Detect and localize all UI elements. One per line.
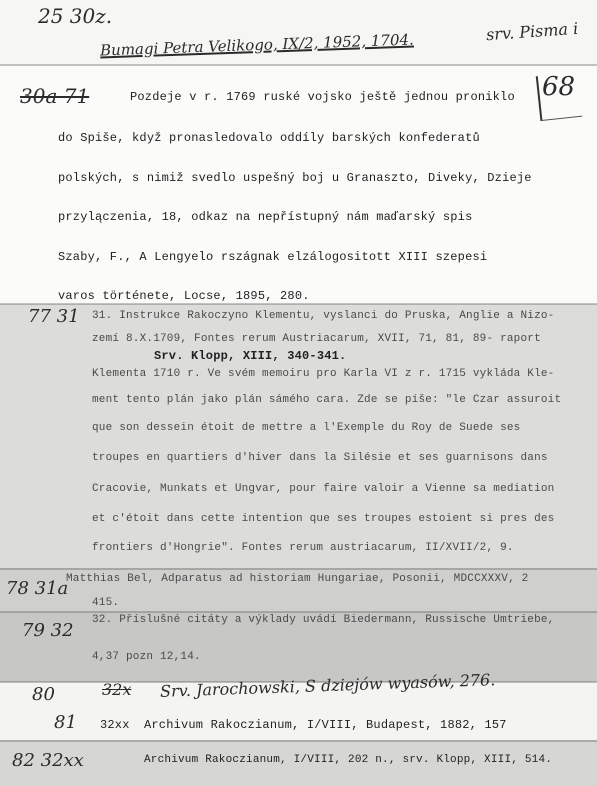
- text-line: 32. Příslušné citáty a výklady uvádí Biedermann, Russische Umtriebe,: [92, 614, 555, 626]
- text-line: Archivum Rakoczianum, I/VIII, 202 n., srv. Klopp, XIII, 514.: [144, 754, 553, 766]
- strip-edge: [0, 568, 597, 570]
- handwritten-reference: Srv. Jarochowski, S dziejów wyasów, 276.: [159, 670, 496, 701]
- text-line: 4,37 pozn 12,14.: [92, 651, 201, 663]
- insert-reference: Srv. Klopp, XIII, 340-341.: [154, 349, 347, 363]
- text-line: do Spiše, když pronasledovalo oddíly barských konfederatů: [58, 131, 480, 145]
- strip-edge: [0, 611, 597, 613]
- margin-number: 32xx: [100, 718, 130, 732]
- strip-edge: [0, 303, 597, 305]
- text-line: zemí 8.X.1709, Fontes rerum Austriacarum, XVII, 71, 81, 89- raport: [92, 333, 541, 345]
- text-line: Archivum Rakoczianum, I/VIII, Budapest, 1882, 157: [144, 718, 507, 732]
- text-line: et c'étoit dans cette intention que ses troupes estoient si pres des: [92, 513, 555, 525]
- text-line: 415.: [92, 597, 120, 609]
- strip-edge: [0, 64, 597, 66]
- text-line: varos története, Locse, 1895, 280.: [58, 289, 310, 303]
- text-line: que son dessein étoit de mettre a l'Exemple du Roy de Suede ses: [92, 422, 521, 434]
- margin-number: 32x: [102, 680, 132, 699]
- text-line: polských, s nimiž svedlo uspešný boj u Granaszto, Diveky, Dzieje: [58, 171, 532, 185]
- text-line: przylączenia, 18, odkaz na nepřístupný nám maďarský spis: [58, 210, 473, 224]
- margin-number: 77 31: [28, 306, 80, 327]
- text-line: Cracovie, Munkats et Ungvar, pour faire valoir a Vienne sa mediation: [92, 483, 555, 495]
- margin-number-68: 68: [542, 72, 576, 102]
- text-line: 31. Instrukce Rakoczyno Klementu, vyslanci do Pruska, Anglie a Nizo-: [92, 310, 555, 322]
- margin-number: 81: [54, 712, 77, 733]
- margin-number: 30a 71: [20, 84, 90, 108]
- handwritten-title: Bumagi Petra Velikogo, IX/2, 1952, 1704.: [99, 30, 415, 60]
- margin-number: 82 32xx: [12, 750, 84, 771]
- margin-number: 78 31a: [6, 578, 69, 599]
- text-line: ment tento plán jako plán sámého cara. Zde se píše: "le Czar assuroit: [92, 394, 562, 406]
- text-line: Pozdeje v r. 1769 ruské vojsko ještě jednou proniklo: [130, 90, 515, 104]
- text-line: Szaby, F., A Lengyelo rszágnak elzálogositott XIII szepesi: [58, 250, 488, 264]
- text-line: Klementa 1710 r. Ve svém memoiru pro Karla VI z r. 1715 vykláda Kle-: [92, 368, 555, 380]
- text-line: Matthias Bel, Adparatus ad historiam Hungariae, Posonii, MDCCXXXV, 2: [66, 573, 529, 585]
- top-left-note: 25 30z.: [38, 4, 113, 28]
- text-line: frontiers d'Hongrie". Fontes rerum austriacarum, II/XVII/2, 9.: [92, 542, 514, 554]
- margin-number: 80: [32, 684, 55, 705]
- margin-number: 79 32: [22, 620, 74, 641]
- strip-edge: [0, 740, 597, 742]
- margin-bracket: [536, 72, 582, 121]
- text-line: troupes en quartiers d'hiver dans la Silésie et ses guarnisons dans: [92, 452, 548, 464]
- top-right-note: srv. Pisma i: [485, 18, 579, 45]
